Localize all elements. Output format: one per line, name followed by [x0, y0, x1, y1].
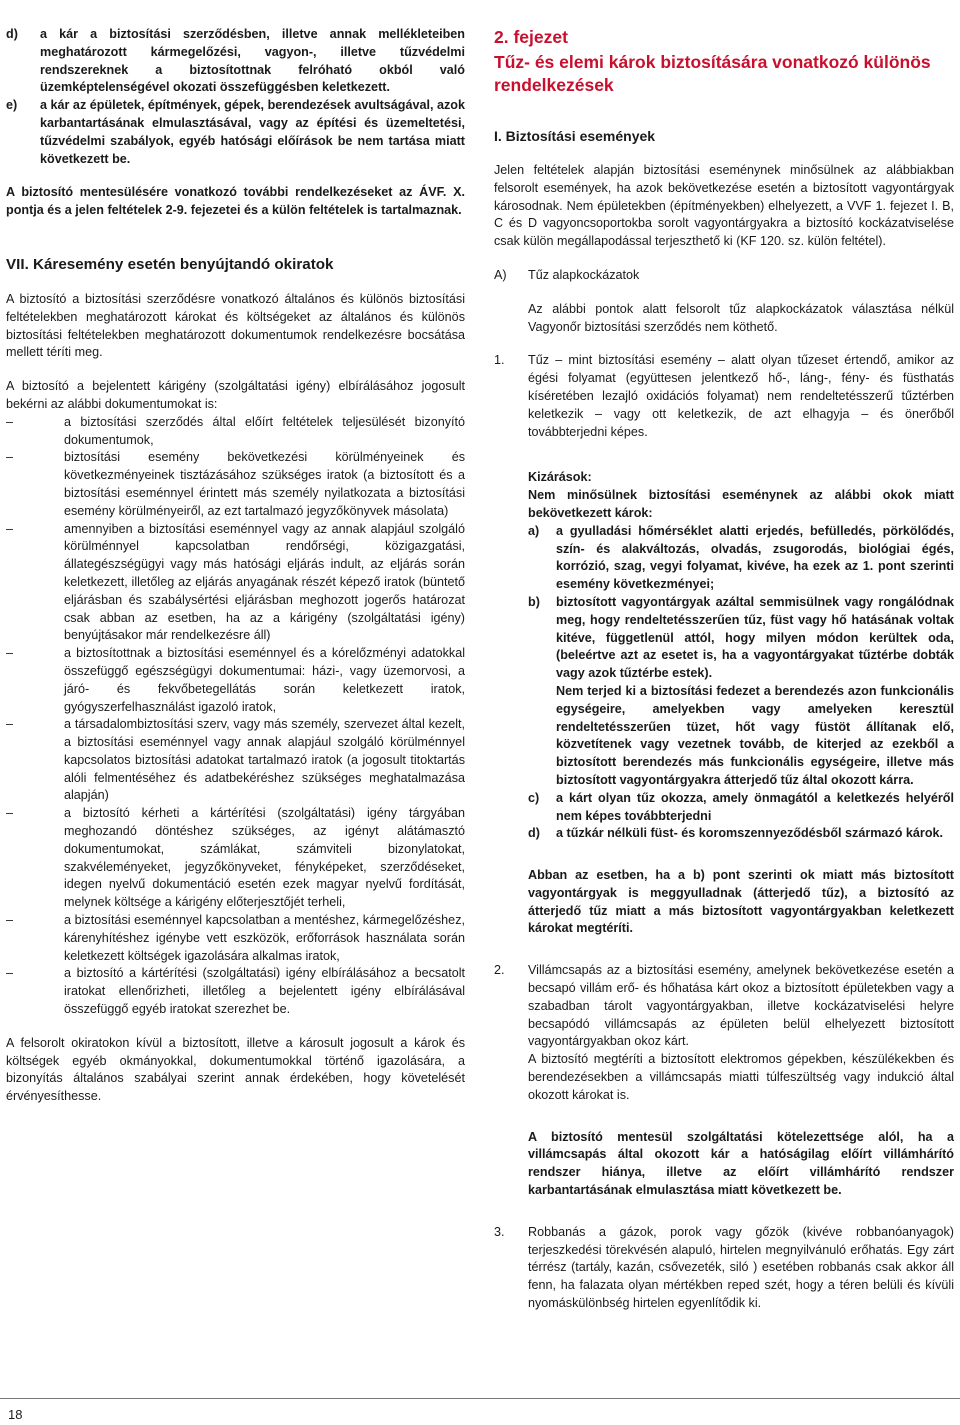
chapter-title: Tűz- és elemi károk biztosítására vonatkozó különös rendelkezések — [494, 52, 931, 95]
exclusion-item-e — [6, 97, 465, 168]
right-column — [494, 26, 954, 1313]
list-item-text: a biztosító kérheti a kártérítési (szolgáltatási) igény tárgyában meghozandó döntéshez szükséges, az igényt alátámasztó dokumentumokat, számlákat, számviteli bizonylatokat, szakvéleményeket, jegyzőkönyveket, fényképeket, szerződéseket, idegen nyelvű dokumentáció esetén ezek magyar nyelvű fordítását, melynek költsége a kárigény előterjesztőjét terheli, — [64, 806, 465, 910]
list-item-text: a biztosító a kártérítési (szolgáltatási) igény elbírálásához a becsatolt iratokat ellenőrizheti, illetőleg a bejelentett igény elbírálásával összefüggő egyéb iratokat szerezhet be. — [64, 966, 465, 1017]
item-number: 1. — [494, 353, 505, 368]
item-label: c) — [528, 790, 540, 805]
item-label: d) — [528, 826, 540, 841]
list-item — [6, 645, 465, 716]
dash-bullet: – — [6, 717, 14, 732]
group-label: A) — [494, 267, 507, 282]
item-text: a kárt olyan tűz okozza, amely önmagától a keletkezés helyéről nem képes továbbterjedni — [556, 790, 954, 823]
item-label: a) — [528, 523, 540, 538]
item-label: b) — [528, 594, 540, 609]
paragraph: Az alábbi pontok alatt felsorolt tűz alapkockázatok választása nélkül Vagyonőr biztosítási szerződés nem köthető. — [528, 301, 954, 334]
list-item-text: biztosítási esemény bekövetkezési körülményeinek és következményeinek tisztázásához szükséges iratok (a biztosított és a biztosítási eseménnyel érintett más személy nyilatkozata a biztosítási esemény körülményeiről, az ezt tartalmazó jegyzőkönyvek másolata) — [64, 450, 465, 518]
lightning-exemption-note: A biztosító mentesül szolgáltatási kötelezettsége alól, ha a villámcsapás által okozott kár a hatóságilag előírt villámhárító rendszer hiánya, illetve az előírt villámhárító rendszer karbantartásának elmulasztása miatt következett be. — [528, 1129, 954, 1198]
dash-bullet: – — [6, 806, 14, 821]
item-text-part: Villámcsapás az a biztosítási esemény, amelynek bekövetkezése esetén a becsapó villám erő- és hőhatása kárt okoz a biztosított épületekben vagy a szabadban tárolt vagyontárgyakban, illetve kockázatviselési helyre becsapódó villámcsapás az épületen belül elhelyezett biztosított vagyontárgyakban okoz kárt. — [528, 963, 954, 1049]
list-item-text: a biztosítási eseménnyel kapcsolatban a mentéshez, kármegelőzéshez, kárenyhítéshez igénybe vett eszközök, erőforrások használata során keletkezett költségek igazolására alkalmas iratok, — [64, 913, 465, 963]
item-text: a kár az épületek, építmények, gépek, berendezések avultságával, azok karbantartásának elmulasztásával, vagy az építési és üzemeltetési, tűzvédelmi szabályok, egyéb hatósági előírások be nem tartása miatt következett be. — [40, 98, 465, 166]
list-item — [6, 805, 465, 912]
left-column — [6, 26, 465, 1106]
dash-bullet: – — [6, 646, 14, 661]
exclusion-item-b — [528, 594, 954, 683]
item-text: Tűz – mint biztosítási esemény – alatt olyan tűzeset értendő, amikor az égési folyamat (együttesen jelentkező hő-, láng-, fény- és füsthatás kíséretében lezajló oxidációs folyamat) nem rendeltetésszerű tűztérben keletkezik – vagy ott keletkezik, de azt elhagyja – és önerőből továbbterjedni képes. — [528, 353, 954, 439]
list-item-text: amennyiben a biztosítási eseménnyel vagy az annak alapjául szolgáló körülménnyel kapcsolatban rendőrségi, közigazgatási, állategészségügyi vagy más hatósági eljárás indult, az eljárás során keletkezett, illetőleg az eljárás anyagának részét képező iratok (büntető eljárásban és szabálysértési eljárásban meghozott jogerős határozat csak abban az esetben, ha az a kárigény (szolgáltatási igény) benyújtásakor már rendelkezésre áll) — [64, 521, 465, 643]
list-item — [6, 716, 465, 805]
dash-bullet: – — [6, 414, 14, 429]
exclusion-item-d — [6, 26, 465, 97]
exclusions-note: Abban az esetben, ha a b) pont szerinti ok miatt más biztosított vagyontárgyak is meggyulladnak (átterjedő tűz), a biztosító az átterjedő tűz miatt a más biztosított vagyontárgyakban keletkezett károkat megtéríti. — [528, 868, 954, 936]
risk-group-a — [494, 267, 954, 285]
list-item-text: a biztosítási szerződés által előírt feltételek teljesülését bizonyító dokumentumok, — [64, 414, 465, 447]
item-text: a gyulladási hőmérséklet alatti erjedés, befülledés, pörkölődés, szín- és alakváltozás, olvadás, zsugorodás, biológiai égés, korrózió, szag, vegyi folyamat, kivéve, ha ezek az 1. pont szerinti esemény következményei; — [556, 523, 954, 592]
item-label: d) — [6, 27, 18, 41]
paragraph: A biztosító a bejelentett kárigény (szolgáltatási igény) elbírálásához jogosult bekérni az alábbi dokumentumokat is: — [6, 379, 465, 411]
list-item — [6, 521, 465, 646]
exclusion-item-b-extra: Nem terjed ki a biztosítási fedezet a berendezés azon funkcionális egységeire, amelyekben vagy amelyeken keresztül rendeltetésszerűen tüzet, hőt vagy füstöt állítanak elő, közvetítenek vagy vezetnek tovább, de kiterjed az ezekből a biztosított berendezés más funkcionális egységeire, illetve más biztosított vagyontárgyakra átterjedő tűz által okozott kárra. — [556, 683, 954, 787]
item-number: 2. — [494, 963, 505, 978]
item-text — [528, 962, 954, 1104]
paragraph: A felsorolt okiratokon kívül a biztosított, illetve a károsult jogosult a károk és költségek egyéb okmányokkal, dokumentumokkal történő igazolására, a bizonyítás általános szabályai szerint annak érdekében, hogy követelését érvényesíthesse. — [6, 1035, 465, 1104]
dash-bullet: – — [6, 913, 14, 928]
group-title: Tűz alapkockázatok — [528, 267, 640, 282]
item-number: 3. — [494, 1224, 505, 1239]
item-text: a tűzkár nélküli füst- és koromszennyeződésből származó károk. — [556, 826, 944, 841]
exclusions-intro: Nem minősülnek biztosítási eseménynek az alábbi okok miatt bekövetkezett károk: — [528, 488, 954, 520]
list-item — [6, 449, 465, 520]
item-text: a kár a biztosítási szerződésben, illetve annak mellékleteiben meghatározott kármegelőzési, vagyon-, illetve tűzvédelmi rendszereknek a biztosítottnak felróható okból való üzemképtelenségével okozati összefüggésben keletkezett. — [40, 27, 465, 95]
footer-divider — [0, 1398, 960, 1399]
numbered-item-3 — [494, 1224, 954, 1313]
page-number: 18 — [8, 1407, 23, 1422]
section-title: VII. Káresemény esetén benyújtandó okiratok — [6, 255, 334, 273]
list-item — [6, 965, 465, 1018]
exemption-note: A biztosító mentesülésére vonatkozó további rendelkezéseket az ÁVF. X. pontja és a jelen feltételek 2-9. fejezetei és a külön feltételek is tartalmaznak. — [6, 185, 465, 218]
numbered-item-2 — [494, 962, 954, 1104]
item-text-part: A biztosító megtéríti a biztosított elektromos gépekben, készülékekben és berendezésekben a villámcsapás miatti túlfeszültség vagy indukció által okozott károkat is. — [528, 1052, 954, 1102]
subsection-title: I. Biztosítási események — [494, 128, 656, 144]
item-label: e) — [6, 98, 18, 113]
list-item-text: a társadalombiztosítási szerv, vagy más személy, szervezet által kezelt, a biztosítási eseménnyel vagy annak alapjául szolgáló körülménnyel kapcsolatos biztosítási adatokat tartalmazó iratok (a jogosult titoktartás alóli felmentéséhez és adatbekéréshez szükséges meghatalmazása alapján) — [64, 717, 465, 803]
exclusions-block — [494, 469, 954, 938]
dash-bullet: – — [6, 966, 14, 981]
exclusion-item-d — [528, 825, 954, 843]
item-text: Robbanás a gázok, porok vagy gőzök (kivéve robbanóanyagok) terjeszkedési törekvésén alapuló, hirtelen megnyilvánuló erőhatás. Egy zárt térrész (tartály, kazán, csővezeték, siló ) esetében robbanás csak akkor áll fenn, ha falazata olyan mértékben reped szét, hogy a téren belüli és kívüli nyomáskülönbség hirtelen egyenlítődik ki. — [528, 1224, 954, 1311]
paragraph: Jelen feltételek alapján biztosítási eseménynek minősülnek az alábbiakban felsorolt események, ha azok bekövetkezése esetén a biztosított vagyontárgyak károsodnak. Nem épületekben (építményekben) elhelyezett, a VVF 1. fejezet I. B, C és D vagyoncsoportokba sorolt vagyontárgyakra a biztosító kockázatviselése csak külön megállapodással terjeszthető ki (KF 120. sz. külön feltétel). — [494, 163, 954, 249]
list-item — [6, 912, 465, 965]
item-text: biztosított vagyontárgyak azáltal semmisülnek vagy rongálódnak meg, hogy rendeltetésszerűen tűz, füst vagy hő hatásának voltak kitéve, függetlenül attól, hogy milyen módon kerültek oda, (beleértve azt az esetet is, ha a vagyontárgyakat tűztérbe dobták vagy azok tűztérbe estek). — [556, 594, 954, 681]
exclusion-item-c — [528, 790, 954, 826]
chapter-number: 2. fejezet — [494, 27, 568, 47]
exclusions-title: Kizárások: — [528, 470, 592, 485]
list-item — [6, 414, 465, 450]
dash-bullet: – — [6, 450, 14, 465]
dash-bullet: – — [6, 521, 14, 536]
numbered-item-1 — [494, 352, 954, 441]
paragraph: A biztosító a biztosítási szerződésre vonatkozó általános és különös biztosítási feltételekben meghatározott károkat és költségeket az általános és különös biztosítási feltételekben meghatározott dokumentumok rendelkezésre bocsátása mellett téríti meg. — [6, 291, 465, 360]
document-list — [6, 414, 465, 1019]
exclusion-item-a — [528, 523, 954, 594]
list-item-text: a biztosítottnak a biztosítási eseménnyel és a kórelőzményi adatokkal összefüggő egészségügyi dokumentumai: házi-, vagy üzemorvosi, a járó- és fekvőbetegellátás során keletkezett iratok, gyógyszerfelhasználást igazoló iratok, — [64, 646, 465, 714]
